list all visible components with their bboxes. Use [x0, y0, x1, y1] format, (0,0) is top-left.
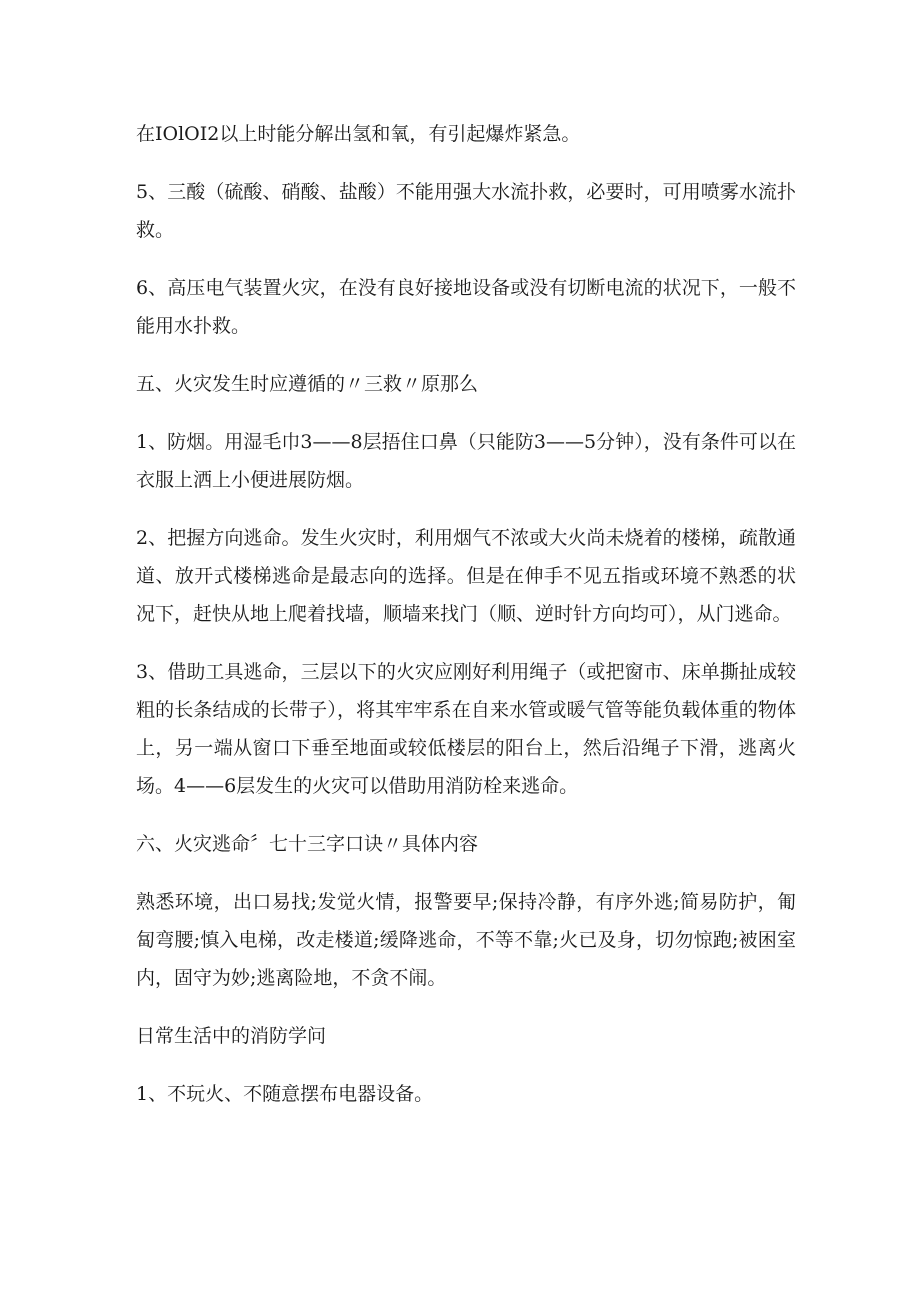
paragraph-2: 5、三酸（硫酸、硝酸、盐酸）不能用强大水流扑救，必要时，可用喷雾水流扑救。: [136, 181, 796, 241]
paragraph-5: 2、把握方向逃命。发生火灾时，利用烟气不浓或大火尚未烧着的楼梯，疏散通道、放开式楼梯逃命是最志向的选择。但是在伸手不见五指或环境不熟悉的状况下，赶快从地上爬着找墙，顺墙来找门（顺、逆时针方向均可），从门逃命。: [136, 527, 796, 625]
paragraph-6: 3、借助工具逃命，三层以下的火灾应刚好利用绳子（或把窗市、床单撕扯成较粗的长条结成的长带子），将其牢牢系在自来水管或暖气管等能负载体重的物体上，另一端从窗口下垂至地面或较低楼层的阳台上，然后沿绳子下滑，逃离火场。4——6层发生的火灾可以借助用消防栓来逃命。: [136, 661, 796, 797]
section-heading-5: 五、火灾发生时应遵循的〃三救〃原那么: [136, 373, 479, 395]
paragraph-1: 在IOlOI2以上时能分解出氢和氧，有引起爆炸紧急。: [136, 123, 581, 145]
document-body: [136, 115, 796, 1133]
section-heading-6: 六、火灾逃命〞七十三字口诀〃具体内容: [136, 833, 479, 855]
paragraph-8: 1、不玩火、不随意摆布电器设备。: [136, 1083, 434, 1105]
section-heading-daily: 日常生活中的消防学问: [136, 1025, 327, 1047]
paragraph-7: 熟悉环境，出口易找;发觉火情，报警要早;保持冷静，有序外逃;简易防护，匍匐弯腰;慎入电梯，改走楼道;缓降逃命，不等不靠;火已及身，切勿惊跑;被困室内，固守为妙;逃离险地，不贪不闹。: [136, 891, 796, 989]
paragraph-4: 1、防烟。用湿毛巾3——8层捂住口鼻（只能防3——5分钟），没有条件可以在衣服上洒上小便进展防烟。: [136, 431, 796, 491]
paragraph-3: 6、高压电气装置火灾，在没有良好接地设备或没有切断电流的状况下，一般不能用水扑救。: [136, 277, 796, 337]
